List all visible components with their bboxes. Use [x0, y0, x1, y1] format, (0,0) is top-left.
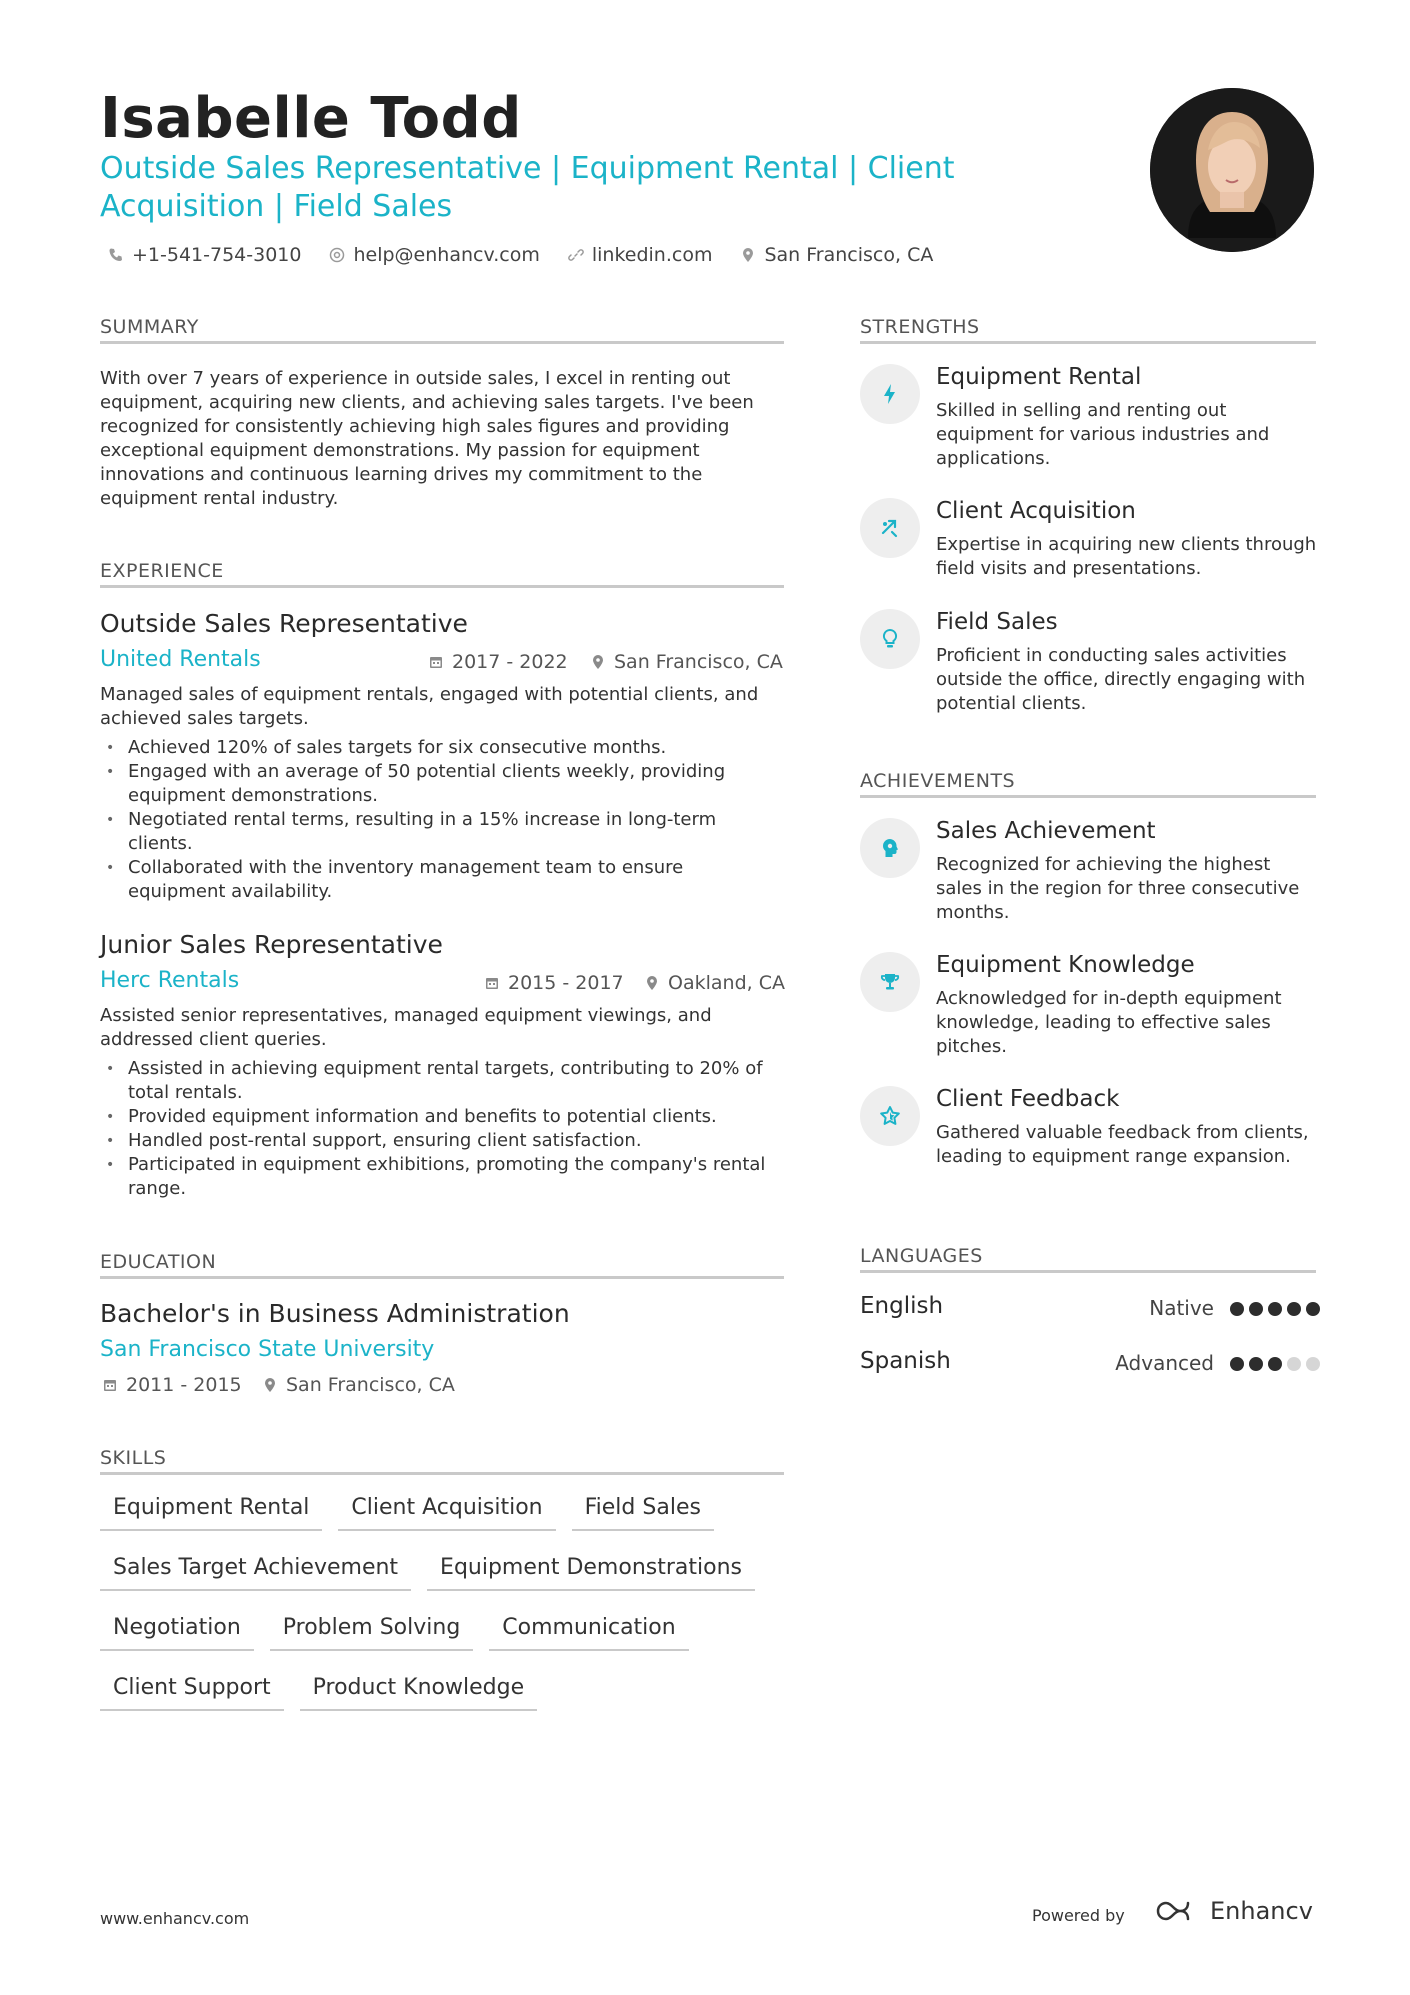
contact-linkedin[interactable] — [568, 244, 713, 266]
job-bullet: • Participated in equipment exhibitions, promoting the company's rental range. — [100, 1153, 784, 1201]
rating-dot-filled — [1230, 1357, 1244, 1371]
job-dates — [484, 972, 624, 994]
rating-dot-filled — [1287, 1302, 1301, 1316]
lightning-icon — [878, 382, 902, 406]
achievement-text: Recognized for achieving the highest sales in the region for three consecutive months. — [936, 854, 1300, 923]
job-title: Outside Sales Representative — [100, 609, 468, 638]
portrait-image — [1150, 88, 1314, 252]
contact-location-text: San Francisco, CA — [764, 244, 934, 266]
summary-divider — [100, 341, 784, 344]
skill-tag: Sales Target Achievement — [100, 1552, 411, 1591]
achievement-title: Equipment Knowledge — [936, 952, 1195, 978]
job-dates-text: 2015 - 2017 — [508, 972, 624, 994]
job-description: Assisted senior representatives, managed equipment viewings, and addressed client queries. — [100, 1005, 712, 1050]
achievement-text: Acknowledged for in-depth equipment knowledge, leading to effective sales pitches. — [936, 988, 1282, 1057]
job-bullet: • Handled post-rental support, ensuring client satisfaction. — [100, 1129, 784, 1153]
job-bullet: • Achieved 120% of sales targets for six consecutive months. — [100, 736, 784, 760]
strength-text: Expertise in acquiring new clients through field visits and presentations. — [936, 534, 1317, 579]
contact-location — [740, 244, 933, 266]
skill-tag: Equipment Demonstrations — [427, 1552, 755, 1591]
calendar-icon — [102, 1377, 118, 1393]
language-name: English — [860, 1293, 944, 1319]
job-location — [590, 651, 783, 673]
calendar-icon — [428, 654, 444, 670]
language-item — [860, 1293, 1320, 1323]
language-level: Advanced — [1115, 1351, 1214, 1375]
calendar-icon — [484, 975, 500, 991]
job-location-text: San Francisco, CA — [614, 651, 783, 673]
language-name: Spanish — [860, 1348, 951, 1374]
achievement-item — [860, 1086, 1320, 1196]
powered-by-label: Powered by — [1032, 1906, 1125, 1925]
company-name: United Rentals — [100, 647, 261, 672]
languages-divider — [860, 1270, 1316, 1273]
rating-dot-filled — [1306, 1302, 1320, 1316]
job-bullet: • Engaged with an average of 50 potential clients weekly, providing equipment demonstrations. — [100, 760, 784, 808]
achievements-divider — [860, 795, 1316, 798]
skill-tag: Negotiation — [100, 1612, 254, 1651]
skill-tag: Problem Solving — [270, 1612, 474, 1651]
education-divider — [100, 1276, 784, 1279]
job-bullets — [100, 736, 784, 904]
contact-linkedin-text: linkedin.com — [591, 244, 713, 266]
rating-dot-filled — [1268, 1357, 1282, 1371]
degree-title: Bachelor's in Business Administration — [100, 1299, 570, 1328]
achievement-item — [860, 952, 1320, 1062]
strength-title: Equipment Rental — [936, 364, 1142, 390]
at-icon — [329, 247, 345, 263]
rating-dot-filled — [1249, 1302, 1263, 1316]
contact-email[interactable] — [329, 244, 539, 266]
strength-icon-wrap — [860, 364, 920, 424]
strength-text: Skilled in selling and renting out equipment for various industries and applications. — [936, 400, 1270, 469]
education-heading: EDUCATION — [100, 1251, 217, 1273]
candidate-title: Outside Sales Representative | Equipment Rental | Client Acquisition | Field Sales — [100, 151, 955, 224]
strength-title: Client Acquisition — [936, 498, 1136, 524]
language-item — [860, 1348, 1320, 1378]
job-bullet: • Assisted in achieving equipment rental targets, contributing to 20% of total rentals. — [100, 1057, 784, 1105]
trophy-icon — [878, 970, 902, 994]
skill-tag: Client Support — [100, 1672, 284, 1711]
strength-title: Field Sales — [936, 609, 1058, 635]
contact-bar — [108, 244, 933, 266]
contact-phone[interactable] — [108, 244, 301, 266]
location-icon — [740, 247, 756, 263]
skill-tag: Product Knowledge — [300, 1672, 537, 1711]
language-level: Native — [1149, 1296, 1214, 1320]
summary-heading: SUMMARY — [100, 316, 199, 338]
strength-icon-wrap — [860, 609, 920, 669]
rating-dot-empty — [1306, 1357, 1320, 1371]
achievement-title: Sales Achievement — [936, 818, 1156, 844]
job-bullet: • Negotiated rental terms, resulting in a 15% increase in long-term clients. — [100, 808, 784, 856]
achievement-icon-wrap — [860, 818, 920, 878]
lightbulb-icon — [878, 627, 902, 651]
skills-list — [100, 1492, 800, 1711]
arrows-icon — [878, 516, 902, 540]
education-location — [262, 1374, 455, 1396]
skill-tag: Communication — [489, 1612, 688, 1651]
enhancv-logo[interactable] — [1152, 1897, 1313, 1925]
skill-tag: Client Acquisition — [338, 1492, 555, 1531]
contact-phone-text: +1-541-754-3010 — [132, 244, 302, 266]
location-icon — [644, 975, 660, 991]
job-location-text: Oakland, CA — [668, 972, 785, 994]
strengths-divider — [860, 341, 1316, 344]
achievement-icon-wrap — [860, 952, 920, 1012]
company-name: Herc Rentals — [100, 968, 240, 993]
achievement-title: Client Feedback — [936, 1086, 1120, 1112]
strength-item — [860, 364, 1320, 474]
rating-dot-filled — [1230, 1302, 1244, 1316]
strengths-heading: STRENGTHS — [860, 316, 980, 338]
job-dates-text: 2017 - 2022 — [452, 651, 568, 673]
education-dates-text: 2011 - 2015 — [126, 1374, 242, 1396]
language-rating — [1230, 1357, 1320, 1371]
job-location — [644, 972, 785, 994]
experience-heading: EXPERIENCE — [100, 560, 224, 582]
job-description: Managed sales of equipment rentals, engaged with potential clients, and achieved sales targets. — [100, 684, 759, 729]
achievements-heading: ACHIEVEMENTS — [860, 770, 1016, 792]
candidate-name: Isabelle Todd — [100, 86, 522, 151]
rating-dot-filled — [1249, 1357, 1263, 1371]
rating-dot-filled — [1268, 1302, 1282, 1316]
language-rating — [1230, 1302, 1320, 1316]
job-dates — [428, 651, 568, 673]
skills-divider — [100, 1472, 784, 1475]
enhancv-logo-icon — [1152, 1898, 1200, 1924]
summary-text: With over 7 years of experience in outside sales, I excel in renting out equipment, acquiring new clients, and achieving sales targets. I've been recognized for consistently achieving high sales figures and providing exceptional equipment demonstrations. My passion for equipment innovations and continuous learning drives my commitment to the equipment rental industry. — [100, 368, 754, 509]
job-bullet: • Provided equipment information and benefits to potential clients. — [100, 1105, 784, 1129]
head-icon — [878, 836, 902, 860]
profile-photo — [1150, 88, 1314, 252]
strength-icon-wrap — [860, 498, 920, 558]
enhancv-brand-text: Enhancv — [1210, 1897, 1313, 1925]
contact-email-text: help@enhancv.com — [353, 244, 540, 266]
skill-tag: Field Sales — [572, 1492, 714, 1531]
job-bullets — [100, 1057, 784, 1201]
star-icon — [878, 1104, 902, 1128]
education-location-text: San Francisco, CA — [286, 1374, 455, 1396]
footer-url[interactable]: www.enhancv.com — [100, 1909, 250, 1928]
education-dates — [102, 1374, 242, 1396]
skill-tag: Equipment Rental — [100, 1492, 322, 1531]
strength-item — [860, 609, 1320, 719]
school-name: San Francisco State University — [100, 1337, 435, 1362]
strength-item — [860, 498, 1320, 588]
achievement-text: Gathered valuable feedback from clients, leading to equipment range expansion. — [936, 1122, 1309, 1167]
languages-heading: LANGUAGES — [860, 1245, 983, 1267]
phone-icon — [108, 247, 124, 263]
link-icon — [568, 247, 584, 263]
experience-divider — [100, 585, 784, 588]
achievement-icon-wrap — [860, 1086, 920, 1146]
achievement-item — [860, 818, 1320, 928]
skills-heading: SKILLS — [100, 1447, 167, 1469]
job-bullet: • Collaborated with the inventory management team to ensure equipment availability. — [100, 856, 784, 904]
strength-text: Proficient in conducting sales activities outside the office, directly engaging with potential clients. — [936, 645, 1306, 714]
location-icon — [590, 654, 606, 670]
job-title: Junior Sales Representative — [100, 930, 443, 959]
rating-dot-empty — [1287, 1357, 1301, 1371]
location-icon — [262, 1377, 278, 1393]
